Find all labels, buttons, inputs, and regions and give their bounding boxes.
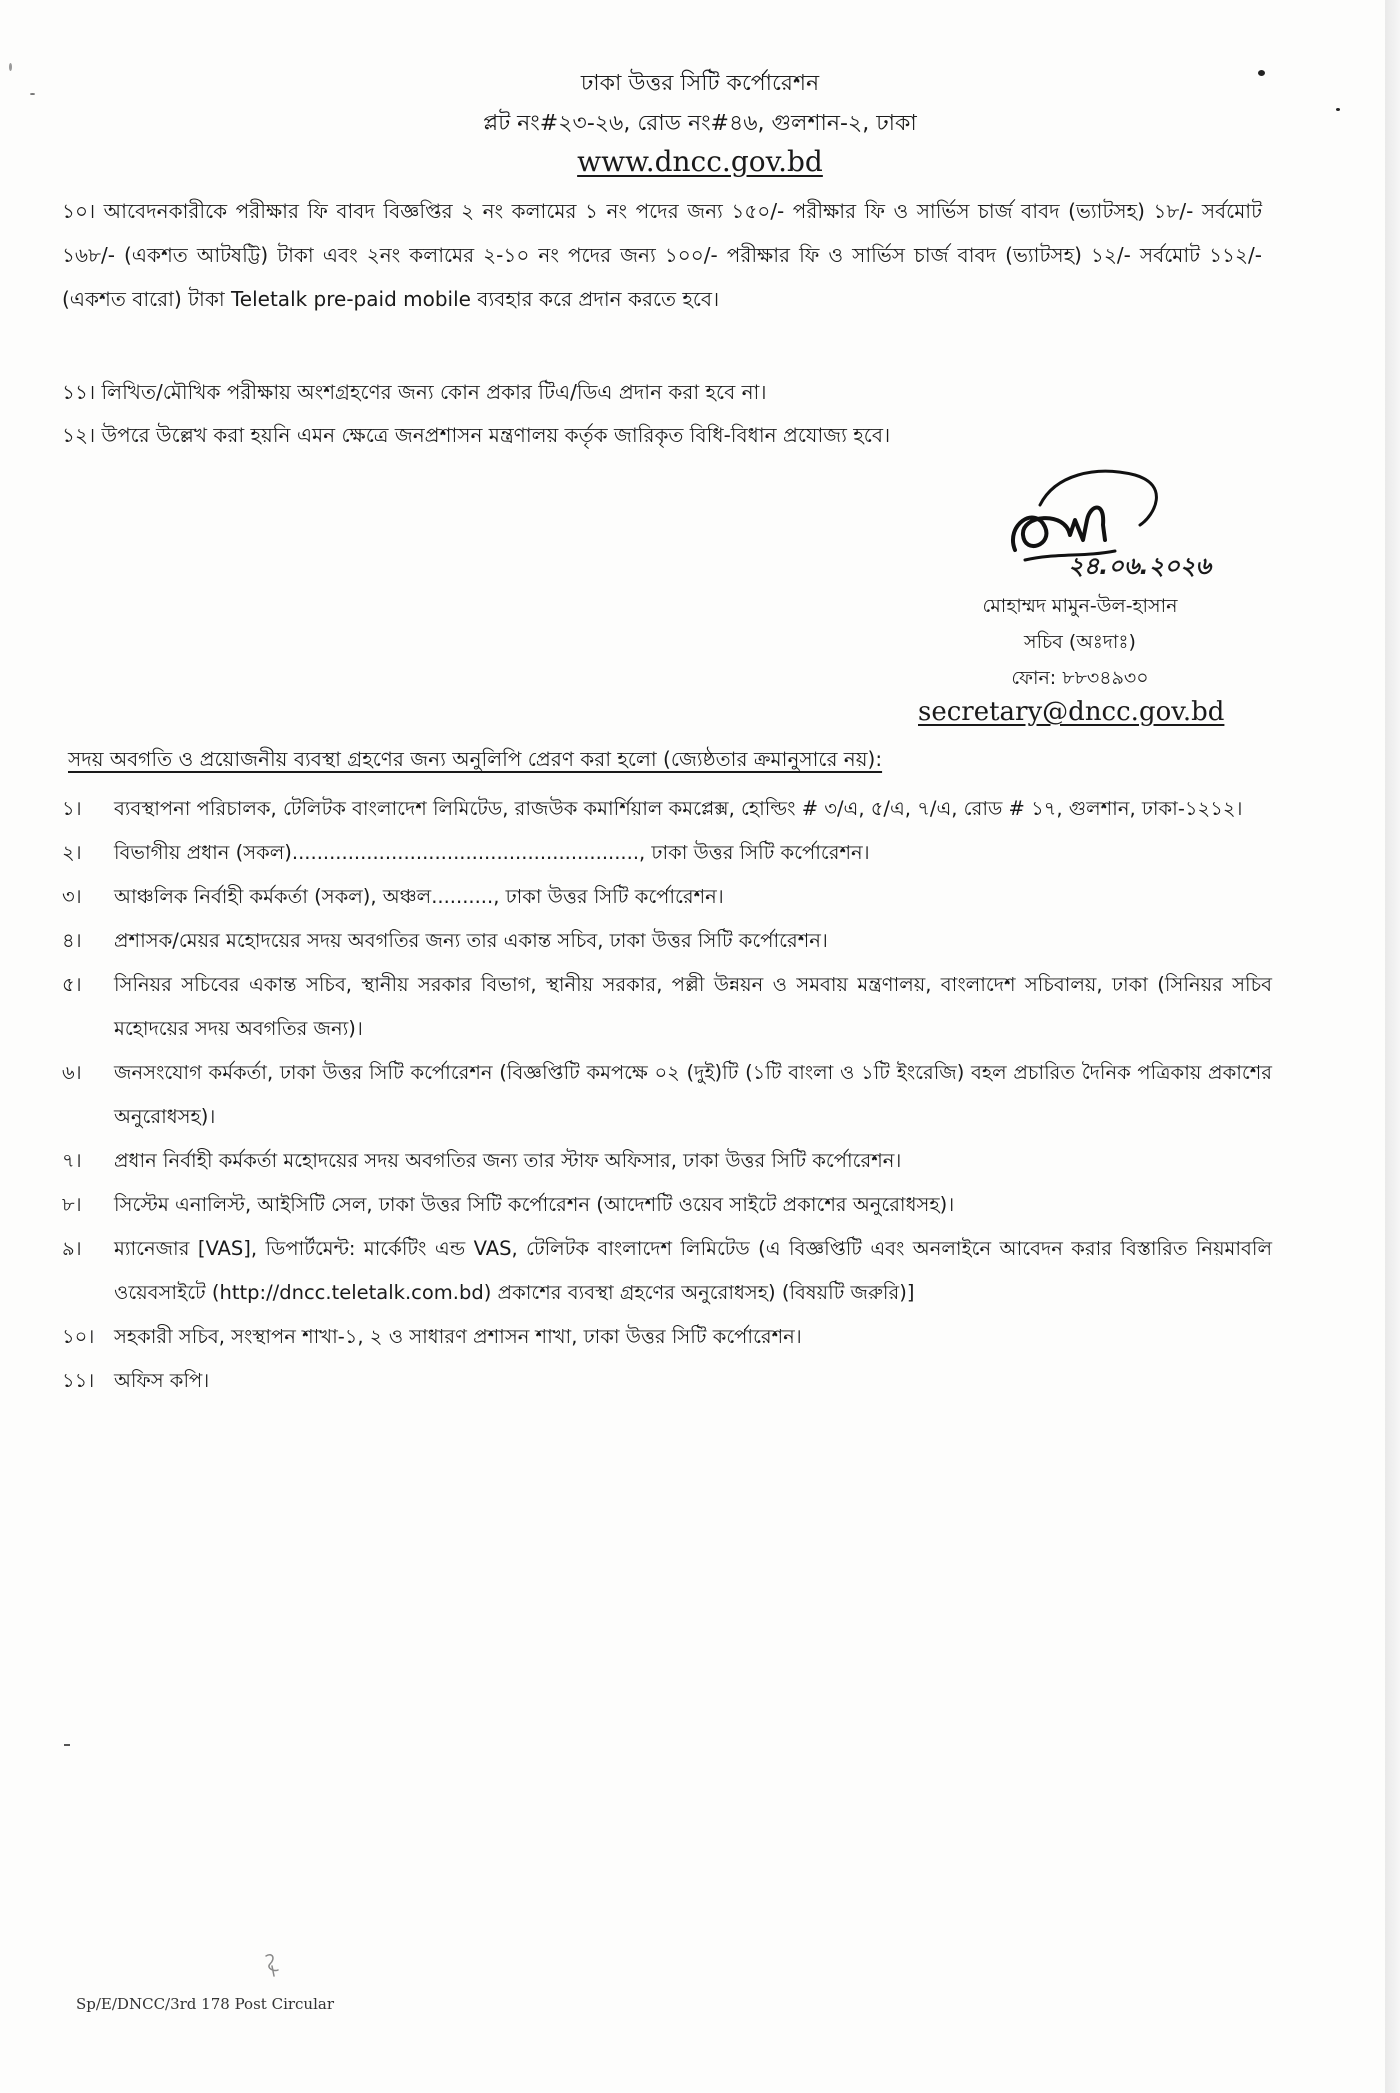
copy-item-text: আঞ্চলিক নির্বাহী কর্মকর্তা (সকল), অঞ্চল.........., ঢাকা উত্তর সিটি কর্পোরেশন।: [114, 885, 724, 908]
signer-designation: সচিব (অঃদাঃ): [1024, 631, 1136, 653]
copy-list-item: [62, 1051, 1272, 1139]
copy-list: [62, 787, 1272, 1403]
clause-10: ১০। আবেদনকারীকে পরীক্ষার ফি বাবদ বিজ্ঞপ্তির ২ নং কলামের ১ নং পদের জন্য ১৫০/- পরীক্ষার ফি ও সার্ভিস চার্জ বাবদ (ভ্যাটসহ) ১৮/- সর্বমোট ১৬৮/- (একশত আটষট্টি) টাকা এবং ২নং কলামের ২-১০ নং পদের জন্য ১০০/- পরীক্ষার ফি ও সার্ভিস চার্জ বাবদ (ভ্যাটসহ) ১২/- সর্বমোট ১১২/- (একশত বারো) টাকা Teletalk pre-paid mobile ব্যবহার করে প্রদান করতে হবে।: [62, 199, 1262, 311]
copy-list-item: [62, 1183, 1272, 1227]
organization-address: প্লট নং#২৩-২৬, রোড নং#৪৬, গুলশান-২, ঢাকা: [483, 111, 917, 136]
document-reference: Sp/E/DNCC/3rd 178 Post Circular: [76, 1995, 335, 2013]
scan-mark-dash: [64, 1744, 70, 1746]
signer-block: [880, 588, 1280, 696]
copy-item-number: ৭।: [62, 1149, 82, 1172]
copy-list-item: [62, 831, 1272, 875]
copy-item-number: ১।: [62, 797, 82, 820]
copy-list-item: [62, 1315, 1272, 1359]
signer-email-link[interactable]: secretary@dncc.gov.bd: [918, 697, 1225, 727]
signer-phone: ফোন: ৮৮৩৪৯৩০: [1011, 667, 1149, 689]
copy-item-number: ৪।: [62, 929, 82, 952]
copy-list-item: [62, 963, 1272, 1051]
copy-list-item: [62, 875, 1272, 919]
copy-item-number: ১১।: [62, 1369, 95, 1392]
copy-list-item: [62, 1227, 1272, 1315]
copy-item-text: ব্যবস্থাপনা পরিচালক, টেলিটক বাংলাদেশ লিমিটেড, রাজউক কমার্শিয়াল কমপ্লেক্স, হোল্ডিং # ৩/এ, ৫/এ, ৭/এ, রোড # ১৭, গুলশান, ঢাকা-১২১২।: [114, 797, 1243, 820]
copy-list-item: [62, 1139, 1272, 1183]
copy-item-text: জনসংযোগ কর্মকর্তা, ঢাকা উত্তর সিটি কর্পোরেশন (বিজ্ঞপ্তিটি কমপক্ষে ০২ (দুই)টি (১টি বাংলা ও ১টি ইংরেজি) বহল প্রচারিত দৈনিক পত্রিকায় প্রকাশের অনুরোধসহ)।: [114, 1061, 1272, 1128]
copy-item-number: ৫।: [62, 973, 82, 996]
page-edge-shadow: [1385, 0, 1400, 2093]
copy-item-text: ম্যানেজার [VAS], ডিপার্টমেন্ট: মার্কেটিং এন্ড VAS, টেলিটক বাংলাদেশ লিমিটেড (এ বিজ্ঞপ্তিটি এবং অনলাইনে আবেদন করার বিস্তারিত নিয়মাবলি ওয়েবসাইটে (http://dncc.teletalk.com.bd) প্রকাশের ব্যবস্থা গ্রহণের অনুরোধসহ) (বিষয়টি জরুরি)]: [114, 1237, 1272, 1304]
copy-item-text: বিভাগীয় প্রধান (সকল)........................................................, ঢাকা উত্তর সিটি কর্পোরেশন।: [114, 841, 870, 864]
copy-list-heading: সদয় অবগতি ও প্রয়োজনীয় ব্যবস্থা গ্রহণের জন্য অনুলিপি প্রেরণ করা হলো (জ্যেষ্ঠতার ক্রমানুসারে নয়):: [68, 747, 883, 771]
copy-item-number: ২।: [62, 841, 82, 864]
copy-list-item: [62, 919, 1272, 963]
copy-item-number: ১০।: [62, 1325, 95, 1348]
copy-item-text: প্রশাসক/মেয়র মহোদয়ের সদয় অবগতির জন্য তার একান্ত সচিব, ঢাকা উত্তর সিটি কর্পোরেশন।: [114, 929, 828, 952]
copy-item-text: প্রধান নির্বাহী কর্মকর্তা মহোদয়ের সদয় অবগতির জন্য তার স্টাফ অফিসার, ঢাকা উত্তর সিটি কর্পোরেশন।: [114, 1149, 902, 1172]
copy-list-item: [62, 1359, 1272, 1403]
clause-12: ১২। উপরে উল্লেখ করা হয়নি এমন ক্ষেত্রে জনপ্রশাসন মন্ত্রণালয় কর্তৃক জারিকৃত বিধি-বিধান প্রযোজ্য হবে।: [62, 423, 891, 447]
copy-item-text: সিস্টেম এনালিস্ট, আইসিটি সেল, ঢাকা উত্তর সিটি কর্পোরেশন (আদেশটি ওয়েব সাইটে প্রকাশের অনুরোধসহ)।: [114, 1193, 955, 1216]
organization-website: www.dncc.gov.bd: [577, 145, 823, 178]
copy-list-item: [62, 787, 1272, 831]
clause-11: ১১। লিখিত/মৌখিক পরীক্ষায় অংশগ্রহণের জন্য কোন প্রকার টিএ/ডিএ প্রদান করা হবে না।: [62, 380, 767, 404]
copy-item-text: সিনিয়র সচিবের একান্ত সচিব, স্থানীয় সরকার বিভাগ, স্থানীয় সরকার, পল্লী উন্নয়ন ও সমবায় মন্ত্রণালয়, বাংলাদেশ সচিবালয়, ঢাকা (সিনিয়র সচিব মহোদয়ের সদয় অবগতির জন্য)।: [114, 973, 1272, 1040]
copy-item-number: ৮।: [62, 1193, 82, 1216]
signature-date: ২৪.০৬.২০২৬: [1068, 552, 1212, 580]
signer-name: মোহাম্মদ মামুন-উল-হাসান: [982, 595, 1178, 617]
handwritten-initial-mark: [258, 1950, 288, 1980]
copy-item-number: ৬।: [62, 1061, 82, 1084]
copy-item-number: ৯।: [62, 1237, 82, 1260]
copy-item-text: সহকারী সচিব, সংস্থাপন শাখা-১, ২ ও সাধারণ প্রশাসন শাখা, ঢাকা উত্তর সিটি কর্পোরেশন।: [114, 1325, 802, 1348]
copy-item-text: অফিস কপি।: [114, 1369, 210, 1392]
copy-item-number: ৩।: [62, 885, 82, 908]
organization-name: ঢাকা উত্তর সিটি কর্পোরেশন: [580, 71, 820, 96]
